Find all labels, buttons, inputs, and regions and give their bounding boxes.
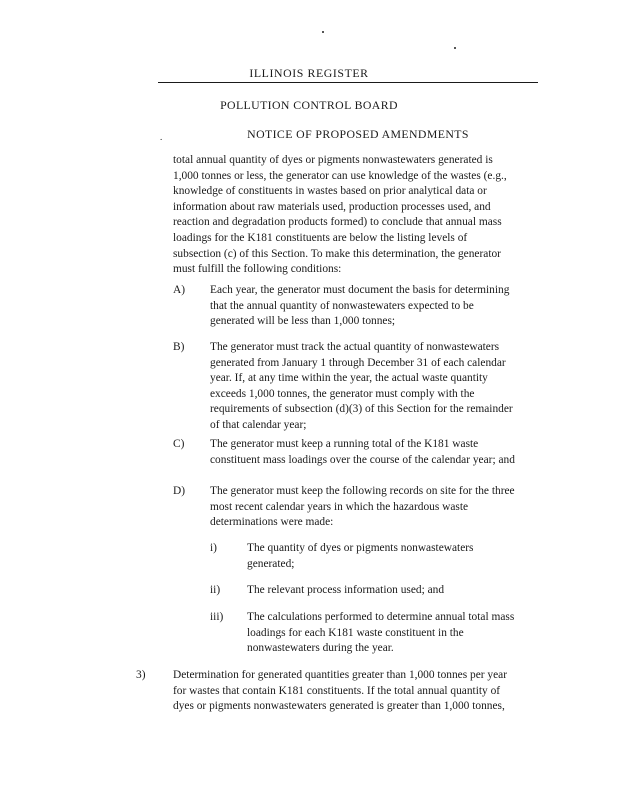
subitem-line: nonwastewaters during the year.	[247, 642, 394, 655]
scan-speck	[322, 31, 324, 33]
item-line: that the annual quantity of nonwastewaters expected to be	[210, 299, 474, 312]
item-a-text	[210, 283, 550, 330]
notice-title: NOTICE OF PROPOSED AMENDMENTS	[247, 127, 469, 141]
section-line: for wastes that contain K181 constituents. If the total annual quantity of	[173, 684, 501, 697]
header-rule	[158, 82, 538, 83]
register-title: ILLINOIS REGISTER	[249, 66, 369, 80]
item-d-text	[210, 484, 550, 531]
item-line: The generator must keep a running total of the K181 waste	[210, 438, 479, 450]
subitem-line: The quantity of dyes or pigments nonwastewaters	[247, 542, 474, 554]
intro-line: reaction and degradation products formed) to conclude that annual mass	[173, 216, 502, 229]
intro-line: loadings for the K181 constituents are below the listing levels of	[173, 231, 468, 244]
scan-speck	[454, 47, 456, 49]
board-title: POLLUTION CONTROL BOARD	[220, 98, 398, 112]
subitem-line: loadings for each K181 waste constituent in the	[247, 626, 464, 639]
item-b-text	[210, 340, 550, 434]
section-line: Determination for generated quantities greater than 1,000 tonnes per year	[173, 669, 507, 681]
item-line: constituent mass loadings over the course of the calendar year; and	[210, 453, 515, 466]
item-line: The generator must track the actual quantity of nonwastewaters	[210, 341, 500, 353]
subitem-label-iii: iii)	[210, 611, 224, 623]
intro-line: 1,000 tonnes or less, the generator can use knowledge of the wastes (e.g.,	[173, 169, 507, 182]
intro-line: information about raw materials used, production processes used, and	[173, 200, 491, 213]
section-3-text	[173, 668, 553, 715]
item-label-a: A)	[173, 284, 186, 296]
subitem-label-ii: ii)	[210, 584, 221, 596]
item-line: year. If, at any time within the year, the actual waste quantity	[210, 372, 488, 385]
subitem-iii-text	[247, 610, 547, 657]
intro-line: knowledge of constituents in wastes based on prior analytical data or	[173, 185, 487, 198]
notice-marker: .	[160, 132, 163, 142]
subitem-ii-text	[247, 583, 547, 599]
subitem-line: The relevant process information used; and	[247, 584, 445, 596]
subitem-label-i: i)	[210, 542, 217, 554]
subitem-line: generated;	[247, 557, 295, 570]
subitem-line: The calculations performed to determine annual total mass	[247, 611, 515, 623]
item-label-b: B)	[173, 341, 185, 353]
item-line: Each year, the generator must document the basis for determining	[210, 284, 510, 296]
item-line: of that calendar year;	[210, 418, 307, 431]
item-line: requirements of subsection (d)(3) of this Section for the remainder	[210, 403, 513, 416]
item-c-text	[210, 437, 550, 468]
intro-paragraph	[173, 153, 553, 278]
item-line: exceeds 1,000 tonnes, the generator must comply with the	[210, 387, 475, 400]
item-line: most recent calendar years in which the hazardous waste	[210, 500, 469, 513]
item-label-d: D)	[173, 485, 186, 497]
intro-line: subsection (c) of this Section. To make this determination, the generator	[173, 247, 501, 260]
item-label-c: C)	[173, 438, 185, 450]
intro-line: must fulfill the following conditions:	[173, 263, 342, 276]
intro-line: total annual quantity of dyes or pigments nonwastewaters generated is	[173, 154, 493, 166]
section-line: dyes or pigments nonwastewaters generated is greater than 1,000 tonnes,	[173, 700, 505, 713]
item-line: generated from January 1 through December 31 of each calendar	[210, 356, 506, 369]
item-line: determinations were made:	[210, 516, 334, 529]
subitem-i-text	[247, 541, 547, 572]
section-label-3: 3)	[136, 669, 146, 681]
item-line: generated will be less than 1,000 tonnes;	[210, 315, 396, 328]
item-line: The generator must keep the following records on site for the three	[210, 485, 515, 497]
